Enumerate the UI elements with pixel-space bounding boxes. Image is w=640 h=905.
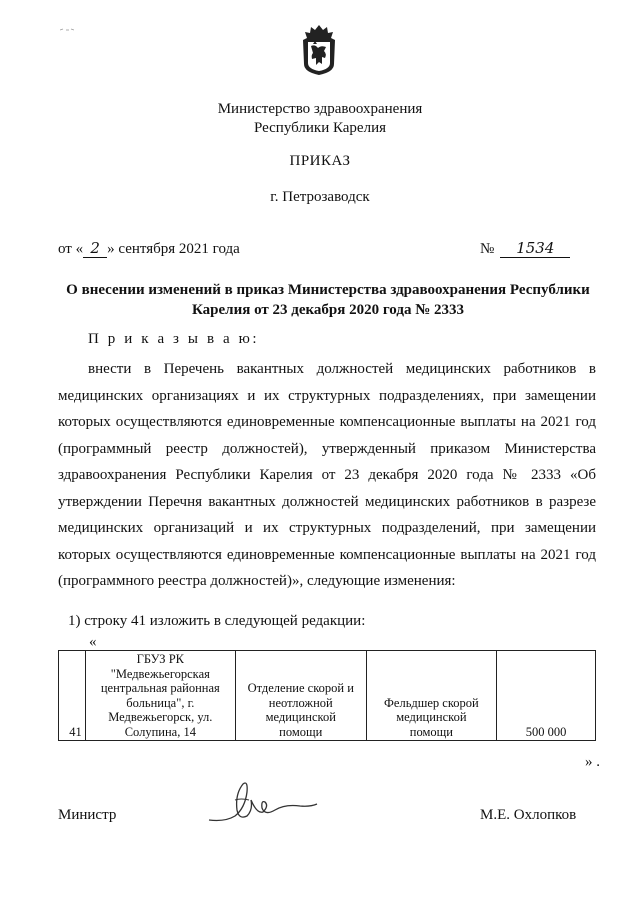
order-paragraph: внести в Перечень вакантных должностей медицинских работников в медицинских организациях и их структурных подразделениях, при замещении которых осуществляются единовременные компенсационные выплаты на 2021 год (программный реестр должностей), утвержденный приказом Министерства здравоохранения Республики Карелия от 23 декабря 2020 года № 2333 «Об утверждении Перечня вакантных должностей медицинских работников в разрезе медицинских организаций и их структурных подразделений, при замещении которых осуществляются единовременные компенсационные выплаты на 2021 год (программного реестра должностей)», следующие изменения: <box>58 361 596 589</box>
date-prefix: от « <box>58 241 84 257</box>
title-line-2: Карелия от 23 декабря 2020 года № 2333 <box>191 302 465 318</box>
list-item: 1) строку 41 изложить в следующей редакции: <box>68 613 366 629</box>
org-line: "Медвежьегорская <box>110 666 210 681</box>
scan-mark <box>60 28 74 32</box>
org-line: Медвежьегорск, ул. <box>108 710 213 724</box>
document-type: ПРИКАЗ <box>289 153 351 169</box>
dept-line: Отделение скорой и <box>247 681 354 695</box>
date-day-handwritten: 2 <box>83 239 107 258</box>
table-row <box>59 651 596 741</box>
dept-line: медицинской <box>265 710 336 724</box>
number-label: № <box>480 241 495 257</box>
ministry-name <box>0 100 640 138</box>
position-line: медицинской <box>396 710 467 724</box>
title-line-1: О внесении изменений в приказ Министерства здравоохранения Республики <box>66 282 590 298</box>
order-date <box>58 239 240 258</box>
cell-position <box>366 651 497 741</box>
dept-line: помощи <box>279 724 323 739</box>
minister-title: Министр <box>58 807 117 823</box>
cell-organization <box>85 651 235 741</box>
minister-name: М.Е. Охлопков <box>480 807 577 823</box>
position-line: помощи <box>409 724 453 739</box>
quote-close: » . <box>585 754 600 770</box>
signature-icon <box>205 770 320 830</box>
coat-of-arms-icon <box>301 24 337 76</box>
org-line: больница", г. <box>126 695 195 710</box>
org-line: Солупина, 14 <box>124 724 196 739</box>
date-suffix: » сентября 2021 года <box>107 241 240 257</box>
org-line: центральная районная <box>100 681 220 695</box>
org-line: ГБУЗ РК <box>136 652 184 666</box>
replacement-row-table <box>58 650 596 741</box>
position-line: Фельдшер скорой <box>384 695 479 710</box>
order-number <box>480 239 570 258</box>
dept-line: неотложной <box>268 695 333 710</box>
number-value-handwritten: 1534 <box>500 239 570 258</box>
order-word: П р и к а з ы в а ю: <box>88 331 260 347</box>
cell-amount: 500 000 <box>497 651 596 741</box>
ministry-line-1: Министерство здравоохранения <box>217 101 423 117</box>
order-title <box>58 280 598 320</box>
cell-number: 41 <box>59 651 86 741</box>
city: г. Петрозаводск <box>270 189 370 205</box>
ministry-line-2: Республики Карелия <box>253 120 387 136</box>
cell-department <box>235 651 366 741</box>
quote-open: « <box>89 634 97 650</box>
